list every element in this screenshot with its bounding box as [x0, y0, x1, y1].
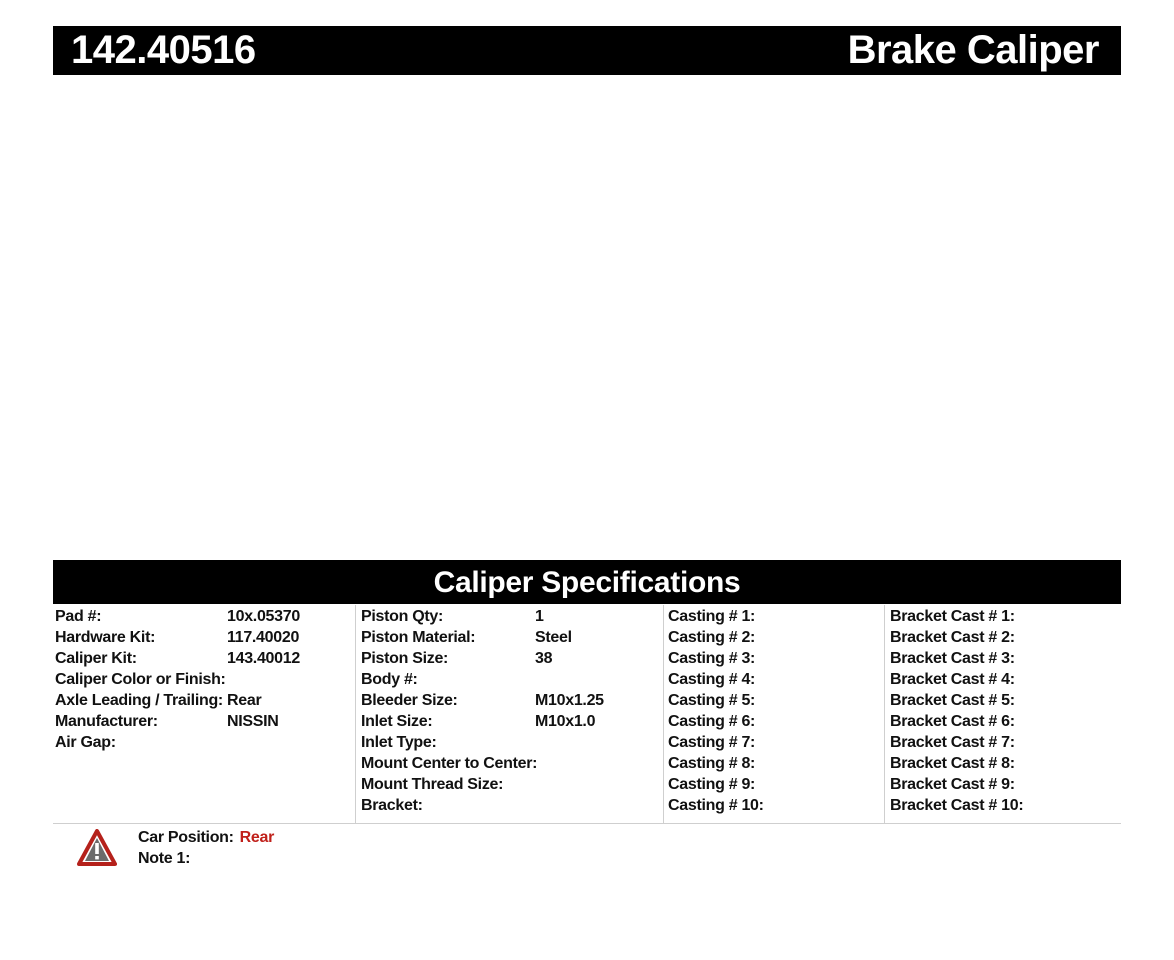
spec-row: [664, 732, 884, 753]
spec-label: Bracket:: [361, 797, 423, 814]
spec-value: NISSIN: [227, 713, 279, 730]
spec-row: [885, 669, 1121, 690]
spec-row: [356, 690, 663, 711]
spec-row: [885, 690, 1121, 711]
spec-label: Bracket Cast # 7:: [890, 734, 1015, 751]
spec-label: Caliper Color or Finish:: [55, 671, 226, 688]
spec-row: [356, 669, 663, 690]
spec-row: [356, 711, 663, 732]
spec-label: Casting # 3:: [668, 650, 756, 667]
spec-value: 1: [535, 608, 544, 625]
product-type: Brake Caliper: [847, 28, 1099, 72]
spec-row: [885, 606, 1121, 627]
spec-row: [53, 732, 355, 753]
note1-row: [138, 848, 274, 869]
spec-row: [356, 648, 663, 669]
spec-row: [53, 711, 355, 732]
spec-label: Casting # 10:: [668, 797, 764, 814]
spec-label: Air Gap:: [55, 734, 116, 751]
spec-row: [53, 648, 355, 669]
spec-label: Bracket Cast # 10:: [890, 797, 1024, 814]
spec-value: 10x.05370: [227, 608, 300, 625]
spec-label: Piston Material:: [361, 629, 476, 646]
spec-value: 117.40020: [227, 629, 300, 646]
spec-label: Inlet Type:: [361, 734, 437, 751]
spec-value: M10x1.25: [535, 692, 604, 709]
spec-label: Casting # 8:: [668, 755, 756, 772]
spec-row: [885, 753, 1121, 774]
spec-column-general: [53, 605, 355, 823]
note1-label: Note 1:: [138, 850, 191, 867]
car-position-value: Rear: [239, 829, 275, 846]
spec-row: [356, 795, 663, 816]
spec-label: Casting # 7:: [668, 734, 756, 751]
spec-label: Bracket Cast # 2:: [890, 629, 1015, 646]
spec-label: Axle Leading / Trailing:: [55, 692, 223, 709]
spec-label: Casting # 2:: [668, 629, 756, 646]
spec-label: Hardware Kit:: [55, 629, 156, 646]
spec-row: [53, 606, 355, 627]
spec-column-casting: [663, 605, 884, 823]
product-image-area: [53, 78, 1121, 556]
spec-label: Bracket Cast # 9:: [890, 776, 1015, 793]
spec-label: Bracket Cast # 5:: [890, 692, 1015, 709]
spec-row: [664, 627, 884, 648]
spec-row: [356, 627, 663, 648]
spec-label: Casting # 6:: [668, 713, 756, 730]
spec-row: [53, 690, 355, 711]
spec-row: [664, 774, 884, 795]
spec-row: [356, 732, 663, 753]
car-position-label: Car Position:: [138, 829, 234, 846]
spec-row: [885, 627, 1121, 648]
spec-row: [664, 669, 884, 690]
spec-label: Bracket Cast # 3:: [890, 650, 1015, 667]
spec-label: Bracket Cast # 1:: [890, 608, 1015, 625]
spec-label: Bracket Cast # 6:: [890, 713, 1015, 730]
spec-row: [664, 795, 884, 816]
spec-value: Steel: [535, 629, 572, 646]
spec-row: [53, 627, 355, 648]
header-bar: [53, 26, 1121, 75]
spec-row: [53, 669, 355, 690]
spec-row: [664, 753, 884, 774]
spec-row: [664, 648, 884, 669]
spec-label: Bracket Cast # 4:: [890, 671, 1015, 688]
spec-value: 38: [535, 650, 553, 667]
spec-label: Mount Center to Center:: [361, 755, 538, 772]
spec-label: Casting # 1:: [668, 608, 756, 625]
spec-row: [885, 711, 1121, 732]
spec-label: Casting # 4:: [668, 671, 756, 688]
car-position-row: [138, 827, 274, 848]
spec-value: Rear: [227, 692, 262, 709]
spec-column-piston: [355, 605, 663, 823]
spec-label: Mount Thread Size:: [361, 776, 504, 793]
spec-title: Caliper Specifications: [53, 560, 1121, 604]
spec-row: [885, 732, 1121, 753]
spec-label: Piston Size:: [361, 650, 449, 667]
notes-block: [138, 827, 274, 869]
spec-row: [356, 753, 663, 774]
spec-value: M10x1.0: [535, 713, 596, 730]
spec-label: Caliper Kit:: [55, 650, 137, 667]
spec-row: [356, 774, 663, 795]
spec-label: Casting # 5:: [668, 692, 756, 709]
spec-row: [356, 606, 663, 627]
warning-triangle-icon: [77, 829, 117, 867]
spec-label: Bleeder Size:: [361, 692, 458, 709]
spec-row: [885, 648, 1121, 669]
spec-table: [53, 605, 1121, 823]
spec-label: Inlet Size:: [361, 713, 433, 730]
spec-row: [885, 795, 1121, 816]
spec-column-bracket-cast: [884, 605, 1121, 823]
spec-row: [664, 690, 884, 711]
spec-label: Pad #:: [55, 608, 102, 625]
spec-row: [664, 711, 884, 732]
spec-value: 143.40012: [227, 650, 300, 667]
spec-row: [885, 774, 1121, 795]
spec-row: [664, 606, 884, 627]
spec-label: Piston Qty:: [361, 608, 444, 625]
part-number: 142.40516: [71, 28, 256, 72]
spec-label: Body #:: [361, 671, 418, 688]
spec-label: Casting # 9:: [668, 776, 756, 793]
divider: [53, 823, 1121, 824]
spec-label: Bracket Cast # 8:: [890, 755, 1015, 772]
spec-label: Manufacturer:: [55, 713, 158, 730]
